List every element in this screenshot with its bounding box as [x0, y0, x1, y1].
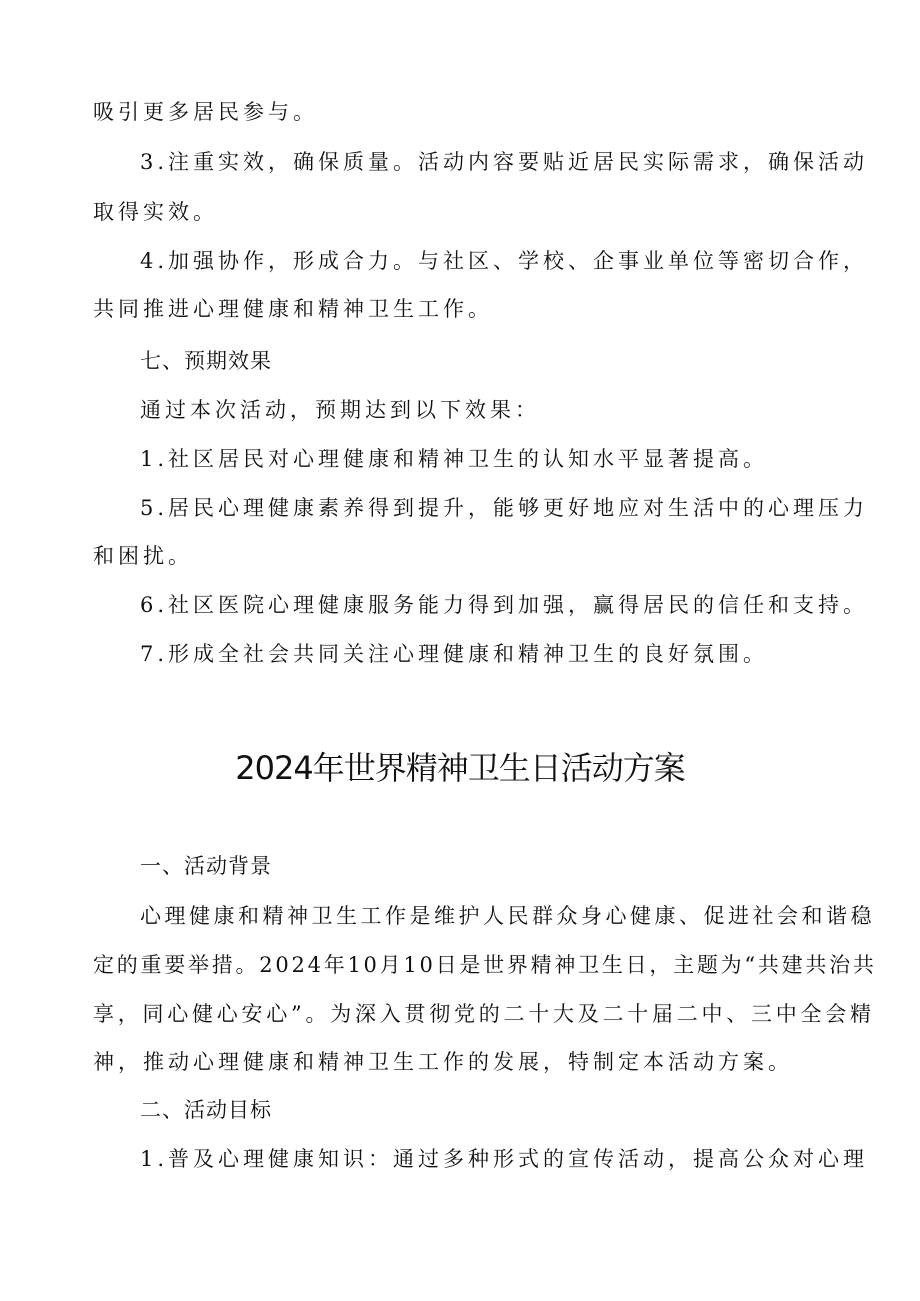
paragraph-line: 心理健康和精神卫生工作是维护人民群众身心健康、促进社会和谐稳 — [140, 904, 875, 928]
paragraph-line: 取得实效。 — [93, 200, 218, 224]
section-heading-background: 一、活动背景 — [140, 854, 272, 878]
paragraph-line: 定的重要举措。2024年10月10日是世界精神卫生日，主题为“共建共治共 — [93, 953, 877, 977]
document-title: 2024年世界精神卫生日活动方案 — [235, 749, 685, 787]
list-item: 3.注重实效，确保质量。活动内容要贴近居民实际需求，确保活动 — [140, 150, 869, 174]
list-item: 5.居民心理健康素养得到提升，能够更好地应对生活中的心理压力 — [140, 496, 869, 520]
section-heading-expected-effects: 七、预期效果 — [140, 349, 272, 373]
paragraph-line: 共同推进心理健康和精神卫生工作。 — [93, 297, 493, 321]
paragraph-line: 享，同心健心安心”。为深入贯彻党的二十大及二十届二中、三中全会精 — [93, 1002, 875, 1026]
list-item: 4.加强协作，形成合力。与社区、学校、企事业单位等密切合作， — [140, 249, 869, 273]
section-heading-goals: 二、活动目标 — [140, 1098, 272, 1122]
list-item: 7.形成全社会共同关注心理健康和精神卫生的良好氛围。 — [140, 642, 769, 666]
paragraph-line: 通过本次活动，预期达到以下效果： — [140, 398, 540, 422]
paragraph-line: 吸引更多居民参与。 — [93, 100, 318, 124]
paragraph-line: 和困扰。 — [93, 544, 193, 568]
list-item: 1.普及心理健康知识：通过多种形式的宣传活动，提高公众对心理 — [140, 1147, 869, 1171]
list-item: 1.社区居民对心理健康和精神卫生的认知水平显著提高。 — [140, 447, 769, 471]
list-item: 6.社区医院心理健康服务能力得到加强，赢得居民的信任和支持。 — [140, 593, 869, 617]
paragraph-line: 神，推动心理健康和精神卫生工作的发展，特制定本活动方案。 — [93, 1050, 793, 1074]
